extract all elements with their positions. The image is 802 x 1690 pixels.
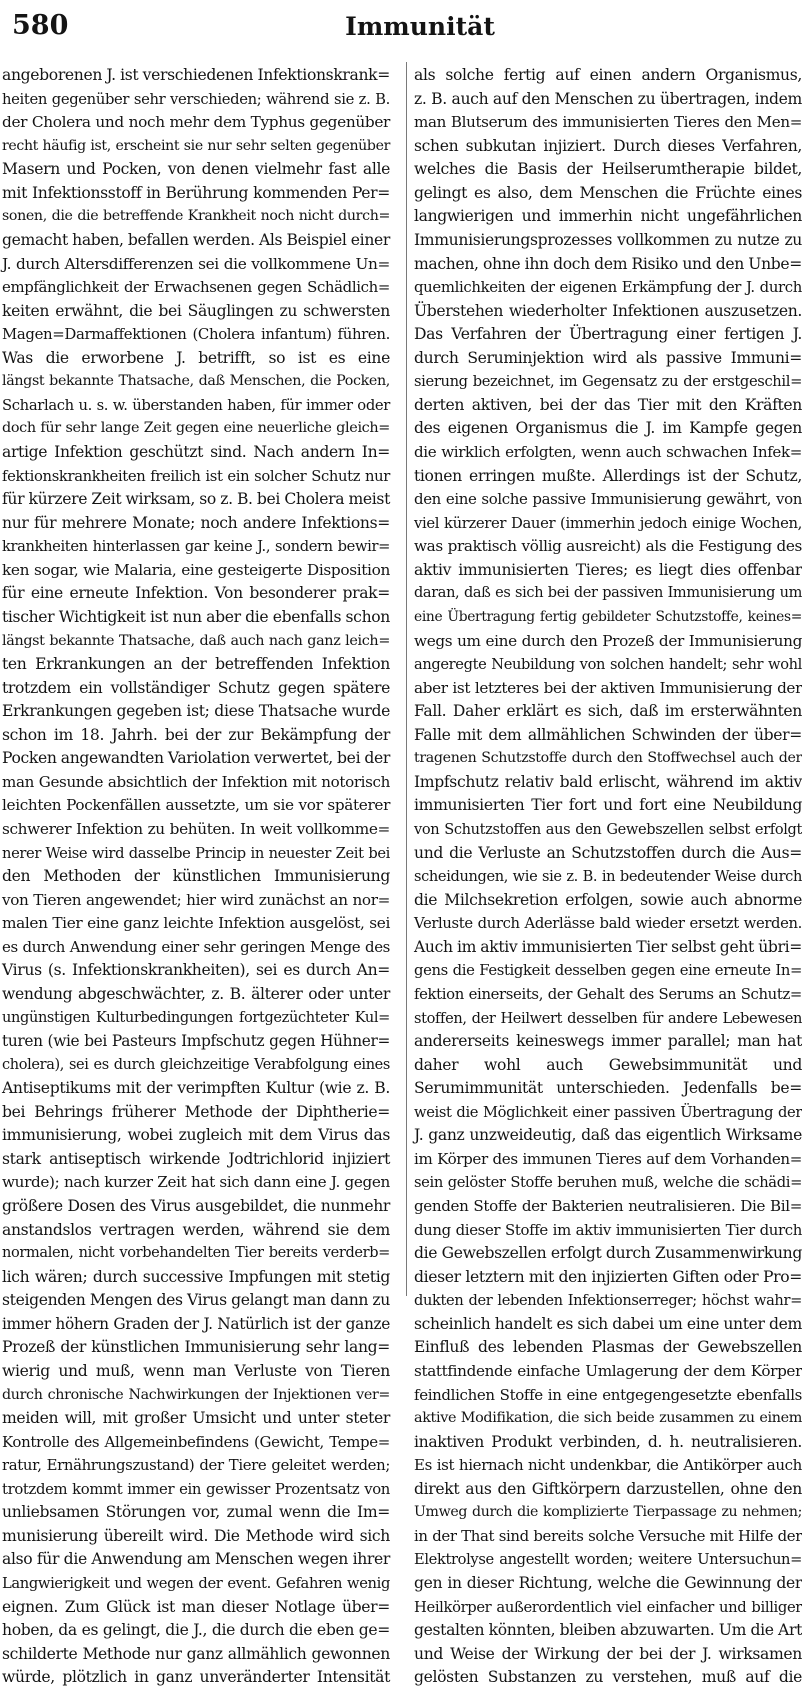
text-line: Langwierigkeit und wegen der event. Gefahren wenig [2, 1575, 390, 1592]
text-line: Immunisierungsprozesses vollkommen zu nutze zu [414, 230, 802, 249]
text-line: scheinlich handelt es sich dabei um eine unter dem [414, 1314, 802, 1333]
text-line: normalen, nicht vorbehandelten Tier bereits verderb= [2, 1245, 390, 1262]
text-line: als solche fertig auf einen andern Organismus, [414, 66, 802, 84]
text-line: sonen, die die betreffende Krankheit noch nicht durch= [2, 208, 390, 225]
text-line: Heilkörper außerordentlich viel einfacher und billiger [414, 1598, 802, 1616]
text-line: Einfluß des lebenden Plasmas der Gewebszellen [414, 1338, 802, 1357]
text-line: trotzdem kommt immer ein gewisser Prozentsatz von [2, 1480, 390, 1498]
text-line: recht häufig ist, erscheint sie nur sehr selten gegenüber [2, 137, 390, 154]
text-line: Masern und Pocken, von denen vielmehr fast alle [2, 160, 390, 179]
text-line: nerer Weise wird dasselbe Princip in neuester Zeit bei [2, 844, 390, 862]
text-line: von Tieren angewendet; hier wird zunächst an nor= [2, 890, 390, 909]
text-line: sierung bezeichnet, im Gegensatz zu der erstgeschil= [414, 373, 802, 391]
text-line: inaktiven Produkt verbinden, d. h. neutralisieren. [414, 1432, 802, 1451]
text-line: Kontrolle des Allgemeinbefindens (Gewicht, Tempe= [2, 1432, 390, 1451]
text-line: langwierigen und immerhin nicht ungefährlichen [414, 207, 802, 226]
text-line: quemlichkeiten der eigenen Erkämpfung der J. durch [414, 278, 802, 297]
text-line: nur für mehrere Monate; noch andere Infektions= [2, 513, 390, 532]
text-line: wurde); nach kurzer Zeit hat sich dann eine J. gegen [2, 1173, 390, 1192]
text-line: dung dieser Stoffe im aktiv immunisierten Tier durch [414, 1220, 802, 1239]
text-line: ten Erkrankungen an der betreffenden Infektion [2, 655, 390, 674]
text-line: krankheiten hinterlassen gar keine J., sondern bewir= [2, 538, 390, 556]
text-line: gens die Festigkeit desselben gegen eine erneute In= [414, 962, 802, 980]
text-line: cholera), sei es durch gleichzeitige Verabfolgung eines [2, 1056, 390, 1073]
text-line: durch Seruminjektion wird als passive Immuni= [414, 348, 802, 367]
text-line: keiten erwähnt, die bei Säuglingen zu schwersten [2, 301, 390, 320]
text-line: trotzdem ein vollständiger Schutz gegen spätere [2, 678, 390, 697]
text-line: turen (wie bei Pasteurs Impfschutz gegen Hühner= [2, 1032, 390, 1051]
text-line: dukten der lebenden Infektionserreger; höchst wahr= [414, 1292, 802, 1310]
text-line: J. ganz unzweideutig, daß das eigentlich Wirksame [414, 1126, 802, 1145]
text-line: Pocken angewandten Variolation verwertet, bei der [2, 749, 390, 768]
text-line: gestalten könnten, bleiben abzuwarten. Um die Art [414, 1621, 802, 1640]
text-line: scheidungen, wie sie z. B. in bedeutender Weise durch [414, 868, 802, 886]
text-line: aktive Modifikation, die sich beide zusammen zu einem [414, 1410, 802, 1427]
text-line: derten aktiven, bei der das Tier mit den Kräften [414, 395, 802, 414]
text-line: wendung abgeschwächter, z. B. älterer oder unter [2, 984, 390, 1003]
text-line: bei Behrings früherer Methode der Diphtherie= [2, 1102, 390, 1121]
text-line: und Weise der Wirkung der bei der J. wirksamen [414, 1644, 802, 1663]
text-line: stoffen, der Heilwert desselben für andere Lebewesen [414, 1009, 802, 1027]
text-line: schon im 18. Jahrh. bei der zur Bekämpfung der [2, 725, 390, 744]
text-line: den Methoden der künstlichen Immunisierung [2, 867, 390, 886]
text-line: für kürzere Zeit wirksam, so z. B. bei Cholera meist [2, 490, 390, 509]
text-line: im Körper des immunen Tieres auf dem Vorhanden= [414, 1149, 802, 1168]
text-line: größere Dosen des Virus ausgebildet, die nunmehr [2, 1197, 390, 1215]
text-line: Antiseptikums mit der verimpften Kultur (wie z. B. [2, 1079, 390, 1098]
text-line: ratur, Ernährungszustand) der Tiere geleitet werden; [2, 1456, 390, 1475]
text-line: für eine erneute Infektion. Von besonderer prak= [2, 584, 390, 603]
text-line: weist die Möglichkeit einer passiven Übertragung der [414, 1103, 802, 1121]
page-header [12, 10, 788, 56]
text-line: J. durch Altersdifferenzen sei die vollkommene Un= [2, 254, 390, 273]
text-line: anstandslos vertragen werden, während sie dem [2, 1220, 390, 1239]
text-line: ken sogar, wie Malaria, eine gesteigerte Disposition [2, 560, 390, 579]
text-line: Es ist hiernach nicht undenkbar, die Antikörper auch [414, 1456, 802, 1475]
text-line: leichten Pockenfällen aussetzte, um sie vor späterer [2, 796, 390, 815]
text-line: fektionskrankheiten freilich ist ein solcher Schutz nur [2, 467, 390, 485]
text-line: es durch Anwendung einer sehr geringen Menge des [2, 937, 390, 956]
text-line: längst bekannte Thatsache, daß Menschen, die Pocken, [2, 373, 390, 390]
text-line: dieser letztern mit den injizierten Giften oder Pro= [414, 1267, 802, 1286]
text-line: doch für sehr lange Zeit gegen eine neuerliche gleich= [2, 420, 390, 437]
text-line: angeregte Neubildung von solchen handelt; sehr wohl [414, 656, 802, 674]
text-line: fektion einerseits, der Gehalt des Serums an Schutz= [414, 985, 802, 1003]
text-line: durch chronische Nachwirkungen der Injektionen ver= [2, 1386, 390, 1403]
text-line: meiden will, mit großer Umsicht und unter steter [2, 1409, 390, 1428]
text-line: Was die erworbene J. betrifft, so ist es eine [2, 348, 390, 367]
text-line: Serumimmunität unterschieden. Jedenfalls be= [414, 1079, 802, 1098]
text-line: immunisierung, wobei zugleich mit dem Virus das [2, 1126, 390, 1145]
text-line: steigenden Mengen des Virus gelangt man dann zu [2, 1291, 390, 1310]
text-line: malen Tier eine ganz leichte Infektion ausgelöst, sei [2, 914, 390, 933]
text-line: Überstehen wiederholter Infektionen auszusetzen. [414, 301, 802, 320]
text-line: unliebsamen Störungen vor, zumal wenn die Im= [2, 1503, 390, 1522]
text-line: Das Verfahren der Übertragung einer fertigen J. [414, 325, 802, 344]
text-line: Prozeß der künstlichen Immunisierung sehr lang= [2, 1338, 390, 1357]
text-line: sein gelöster Stoffe beruhen muß, welche die schädi= [414, 1174, 802, 1192]
text-line: was praktisch völlig ausreicht) als die Festigung des [414, 537, 802, 556]
text-line: würde, plötzlich in ganz unveränderter Intensität [2, 1668, 390, 1687]
text-line: immunisierten Tier fort und fort eine Neubildung [414, 796, 802, 815]
text-line: Falle mit dem allmählichen Schwinden der über= [414, 725, 802, 744]
left-text-column [2, 64, 390, 1687]
text-line: Auch im aktiv immunisierten Tier selbst geht übri= [414, 937, 802, 956]
text-line: des eigenen Organismus die J. im Kampfe gegen [414, 419, 802, 438]
text-line: daran, daß es sich bei der passiven Immunisierung um [414, 585, 802, 602]
text-line: die Gewebszellen erfolgt durch Zusammenwirkung [414, 1244, 802, 1263]
text-line: die wirklich erfolgten, wenn auch schwachen Infek= [414, 443, 802, 461]
text-line: von Schutzstoffen aus den Gewebszellen selbst erfolgt [414, 821, 802, 838]
text-line: Verluste durch Aderlässe bald wieder ersetzt werden. [414, 915, 802, 933]
text-line: eignen. Zum Glück ist man dieser Notlage über= [2, 1597, 390, 1616]
text-line: stark antiseptisch wirkende Jodtrichlorid injiziert [2, 1149, 390, 1168]
column-divider [406, 62, 407, 1296]
text-line: und die Verluste an Schutzstoffen durch die Aus= [414, 843, 802, 862]
text-line: artige Infektion geschützt sind. Nach andern In= [2, 443, 390, 461]
text-line: gelösten Substanzen zu verstehen, muß auf die [414, 1668, 802, 1687]
text-line: wegs um eine durch den Prozeß der Immunisierung [414, 631, 802, 650]
text-line: aktiv immunisierten Tieres; es liegt dies offenbar [414, 560, 802, 579]
text-line: also für die Anwendung am Menschen wegen ihrer [2, 1550, 390, 1569]
text-line: hoben, da es gelingt, die J., die durch die eben ge= [2, 1621, 390, 1640]
text-line: gen in dieser Richtung, welche die Gewinnung der [414, 1574, 802, 1592]
text-line: tragenen Schutzstoffe durch den Stoffwechsel auch der [414, 750, 802, 767]
text-line: tionen erringen mußte. Allerdings ist der Schutz, [414, 466, 802, 485]
text-line: Impfschutz relativ bald erlischt, während im aktiv [414, 772, 802, 791]
text-line: welches die Basis der Heilserumtherapie bildet, [414, 160, 802, 179]
text-line: genden Stoffe der Bakterien neutralisieren. Die Bil= [414, 1197, 802, 1215]
text-line: wierig und muß, wenn man Verluste von Tieren [2, 1361, 390, 1380]
text-line: Erkrankungen gegeben ist; diese Thatsache wurde [2, 702, 390, 721]
text-line: ungünstigen Kulturbedingungen fortgezüchteter Kul= [2, 1009, 390, 1026]
page-number: 580 [12, 10, 69, 41]
text-line: machen, ohne ihn doch dem Risiko und den Unbe= [414, 254, 802, 273]
text-line: der Cholera und noch mehr dem Typhus gegenüber [2, 113, 390, 132]
text-line: viel kürzerer Dauer (immerhin jedoch einige Wochen, [414, 514, 802, 532]
text-line: Magen=Darmaffektionen (Cholera infantum) führen. [2, 325, 390, 344]
text-line: Elektrolyse angestellt worden; weitere Untersuchun= [414, 1551, 802, 1569]
text-line: man Gesunde absichtlich der Infektion mit notorisch [2, 772, 390, 791]
text-line: aber ist letzteres bei der aktiven Immunisierung der [414, 678, 802, 697]
text-line: z. B. auch auf den Menschen zu übertragen, indem [414, 89, 802, 108]
text-line: munisierung übereilt wird. Die Methode wird sich [2, 1526, 390, 1545]
text-line: Scharlach u. s. w. überstanden haben, für immer oder [2, 396, 390, 414]
text-line: mit Infektionsstoff in Berührung kommenden Per= [2, 183, 390, 202]
text-line: direkt aus den Giftkörpern darzustellen, ohne den [414, 1479, 802, 1498]
text-line: Fall. Daher erklärt es sich, daß im ersterwähnten [414, 702, 802, 721]
text-line: lich wären; durch successive Impfungen mit stetig [2, 1267, 390, 1286]
text-line: in der That sind bereits solche Versuche mit Hilfe der [414, 1526, 802, 1545]
text-line: die Milchsekretion erfolgen, sowie auch abnorme [414, 890, 802, 909]
right-text-column [414, 64, 802, 1687]
text-line: gemacht haben, befallen werden. Als Beispiel einer [2, 230, 390, 249]
text-line: angeborenen J. ist verschiedenen Infektionskrank= [2, 66, 390, 84]
text-line: gelingt es also, dem Menschen die Früchte eines [414, 183, 802, 202]
text-line: längst bekannte Thatsache, daß auch nach ganz leich= [2, 632, 390, 649]
text-line: immer höhern Graden der J. Natürlich ist der ganze [2, 1314, 390, 1333]
text-line: den eine solche passive Immunisierung gewährt, von [414, 490, 802, 509]
text-line: schilderte Methode nur ganz allmählich gewonnen [2, 1644, 390, 1663]
text-line: eine Übertragung fertig gebildeter Schutzstoffe, keines= [414, 608, 802, 625]
text-line: heiten gegenüber sehr verschieden; während sie z. B. [2, 90, 390, 108]
text-line: stattfindende einfache Umlagerung der dem Körper [414, 1361, 802, 1380]
text-line: empfänglichkeit der Erwachsenen gegen Schädlich= [2, 278, 390, 297]
text-line: tischer Wichtigkeit ist nun aber die ebenfalls schon [2, 607, 390, 626]
running-title: Immunität [345, 12, 495, 41]
text-line: schwerer Infektion zu behüten. In weit vollkomme= [2, 820, 390, 838]
text-line: andererseits keineswegs immer parallel; man hat [414, 1032, 802, 1051]
text-line: daher wohl auch Gewebsimmunität und [414, 1055, 802, 1074]
text-line: feindlichen Stoffe in eine entgegengesetzte ebenfalls [414, 1385, 802, 1404]
text-line: man Blutserum des immunisierten Tieres den Men= [414, 113, 802, 132]
text-line: schen subkutan injiziert. Durch dieses Verfahren, [414, 136, 802, 155]
text-line: Virus (s. Infektionskrankheiten), sei es durch An= [2, 961, 390, 980]
text-line: Umweg durch die komplizierte Tierpassage zu nehmen; [414, 1504, 802, 1521]
